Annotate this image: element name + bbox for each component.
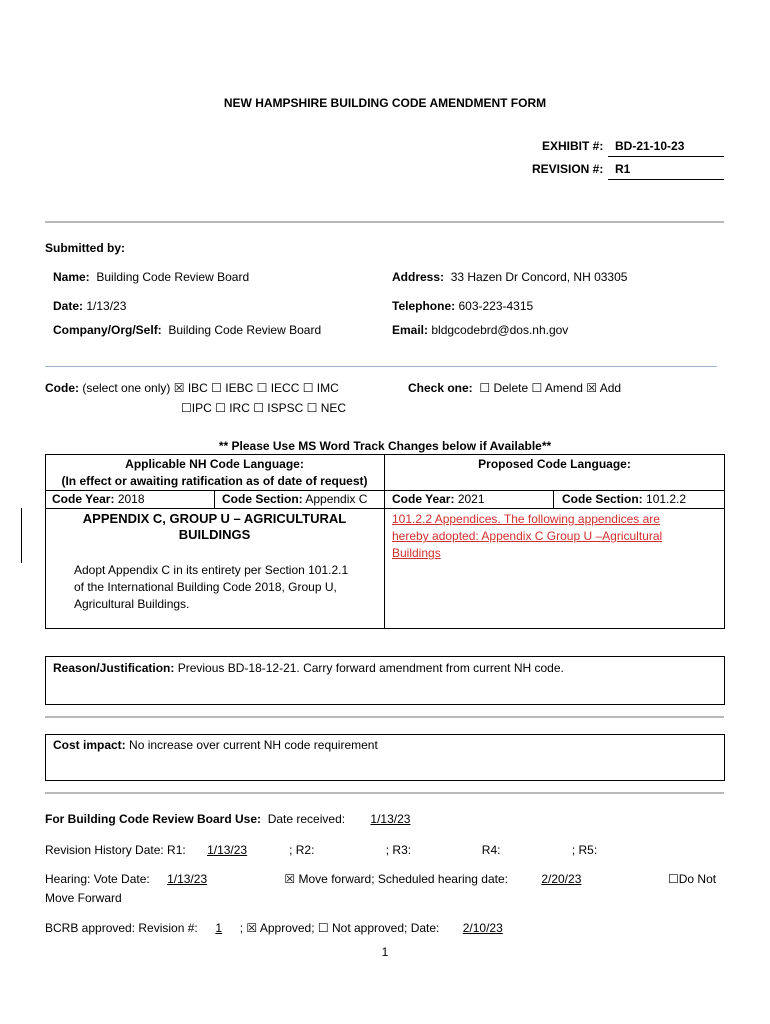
right-code-section-value: 101.2.2 <box>646 492 687 506</box>
hearing-date-value: 2/20/23 <box>541 872 582 886</box>
right-header: Proposed Code Language: <box>478 457 631 471</box>
bcrb-status[interactable]: ; ☒ Approved; ☐ Not approved; Date: <box>239 921 440 935</box>
check-one-options[interactable]: ☐ Delete ☐ Amend ☒ Add <box>479 381 622 395</box>
exhibit-label: EXHIBIT #: <box>542 139 604 153</box>
r2-label: ; R2: <box>289 843 315 857</box>
date-received-label: Date received: <box>267 812 346 826</box>
date-row <box>53 299 126 313</box>
track-changes-note: ** Please Use MS Word Track Changes below if Available** <box>218 439 552 453</box>
email-row <box>392 323 568 337</box>
reason-row <box>53 661 564 675</box>
email-value: bldgcodebrd@dos.nh.gov <box>431 323 569 337</box>
name-value: Building Code Review Board <box>96 270 250 284</box>
left-heading-1: APPENDIX C, GROUP U – AGRICULTURAL <box>82 511 347 526</box>
cost-row <box>53 738 378 752</box>
revision-history-label: Revision History Date: R1: <box>45 843 186 857</box>
r4-label: R4: <box>481 843 501 857</box>
left-header-1: Applicable NH Code Language: <box>125 457 304 471</box>
right-code-section <box>562 492 686 506</box>
do-not-label: Move Forward <box>45 891 122 905</box>
left-code-year-value: 2018 <box>117 492 145 506</box>
company-value: Building Code Review Board <box>168 323 322 337</box>
left-body-2: of the International Building Code 2018, Group U, <box>74 580 337 594</box>
revision-bar <box>21 508 22 563</box>
code-options-line2[interactable]: ☐IPC ☐ IRC ☐ ISPSC ☐ NEC <box>181 401 347 415</box>
divider <box>45 716 724 718</box>
exhibit-value: BD-21-10-23 <box>608 139 724 157</box>
right-body-3: Buildings <box>392 546 441 560</box>
check-one-label: Check one: <box>408 381 473 395</box>
name-row <box>53 270 249 284</box>
left-heading-2: BUILDINGS <box>178 527 251 542</box>
right-body-1: 101.2.2 Appendices. The following appendices are <box>392 512 660 526</box>
divider <box>45 792 724 794</box>
bcrb-row <box>45 921 589 935</box>
code-options-line1[interactable]: ☒ IBC ☐ IEBC ☐ IECC ☐ IMC <box>173 381 339 395</box>
vote-date-value: 1/13/23 <box>167 872 208 886</box>
right-code-year-value: 2021 <box>457 492 485 506</box>
right-code-year <box>392 492 485 506</box>
email-label: Email: <box>392 323 429 337</box>
hearing-label: Hearing: Vote Date: <box>45 872 150 886</box>
check-one-row <box>408 381 621 395</box>
board-use-label: For Building Code Review Board Use: <box>45 812 262 826</box>
revision-history-row <box>45 843 597 857</box>
date-received-value: 1/13/23 <box>370 812 411 826</box>
table-divider <box>384 454 385 629</box>
left-body-1: Adopt Appendix C in its entirety per Section 101.2.1 <box>74 563 349 577</box>
bcrb-rev-value: 1 <box>215 921 223 935</box>
address-row <box>392 270 627 284</box>
telephone-label: Telephone: <box>392 299 456 313</box>
table-divider <box>45 490 725 491</box>
divider <box>45 221 724 223</box>
bcrb-label: BCRB approved: Revision #: <box>45 921 198 935</box>
right-code-section-label: Code Section: <box>562 492 643 506</box>
address-value: 33 Hazen Dr Concord, NH 03305 <box>450 270 628 284</box>
left-code-section-label: Code Section: <box>222 492 303 506</box>
divider <box>45 366 717 367</box>
r5-label: ; R5: <box>571 843 598 857</box>
hearing-row <box>45 872 629 886</box>
code-label: Code: <box>45 381 79 395</box>
code-row <box>45 381 339 395</box>
name-label: Name: <box>53 270 90 284</box>
left-header-2: (In effect or awaiting ratification as of date of request) <box>61 474 368 488</box>
board-use-row <box>45 812 486 826</box>
page-title: NEW HAMPSHIRE BUILDING CODE AMENDMENT FORM <box>223 96 547 110</box>
r3-label: ; R3: <box>385 843 412 857</box>
date-label: Date: <box>53 299 84 313</box>
left-code-year-label: Code Year: <box>52 492 115 506</box>
left-body-3: Agricultural Buildings. <box>74 597 190 611</box>
bcrb-date-value: 2/10/23 <box>462 921 503 935</box>
table-divider <box>214 490 215 508</box>
right-code-year-label: Code Year: <box>392 492 455 506</box>
left-code-year <box>52 492 145 506</box>
cost-value: No increase over current NH code requirement <box>129 738 378 752</box>
date-value: 1/13/23 <box>86 299 127 313</box>
cost-label: Cost impact: <box>53 738 126 752</box>
r1-value: 1/13/23 <box>207 843 248 857</box>
do-not-checkbox[interactable]: ☐Do Not <box>668 872 717 886</box>
table-divider <box>553 490 554 508</box>
submitted-by-label: Submitted by: <box>45 241 125 255</box>
reason-value: Previous BD-18-12-21. Carry forward amendment from current NH code. <box>177 661 564 675</box>
move-forward-checkbox[interactable]: ☒ Move forward; Scheduled hearing date: <box>284 872 508 886</box>
company-label: Company/Org/Self: <box>53 323 162 337</box>
table-divider <box>45 508 725 509</box>
revision-label: REVISION #: <box>532 162 604 176</box>
telephone-value: 603-223-4315 <box>458 299 534 313</box>
company-row <box>53 323 321 337</box>
left-code-section <box>222 492 367 506</box>
left-code-section-value: Appendix C <box>305 492 368 506</box>
page-number: 1 <box>381 945 389 959</box>
telephone-row <box>392 299 533 313</box>
code-hint: (select one only) <box>82 381 171 395</box>
reason-label: Reason/Justification: <box>53 661 175 675</box>
revision-value: R1 <box>608 162 724 180</box>
address-label: Address: <box>392 270 445 284</box>
right-body-2: hereby adopted: Appendix C Group U –Agricultural <box>392 529 663 543</box>
